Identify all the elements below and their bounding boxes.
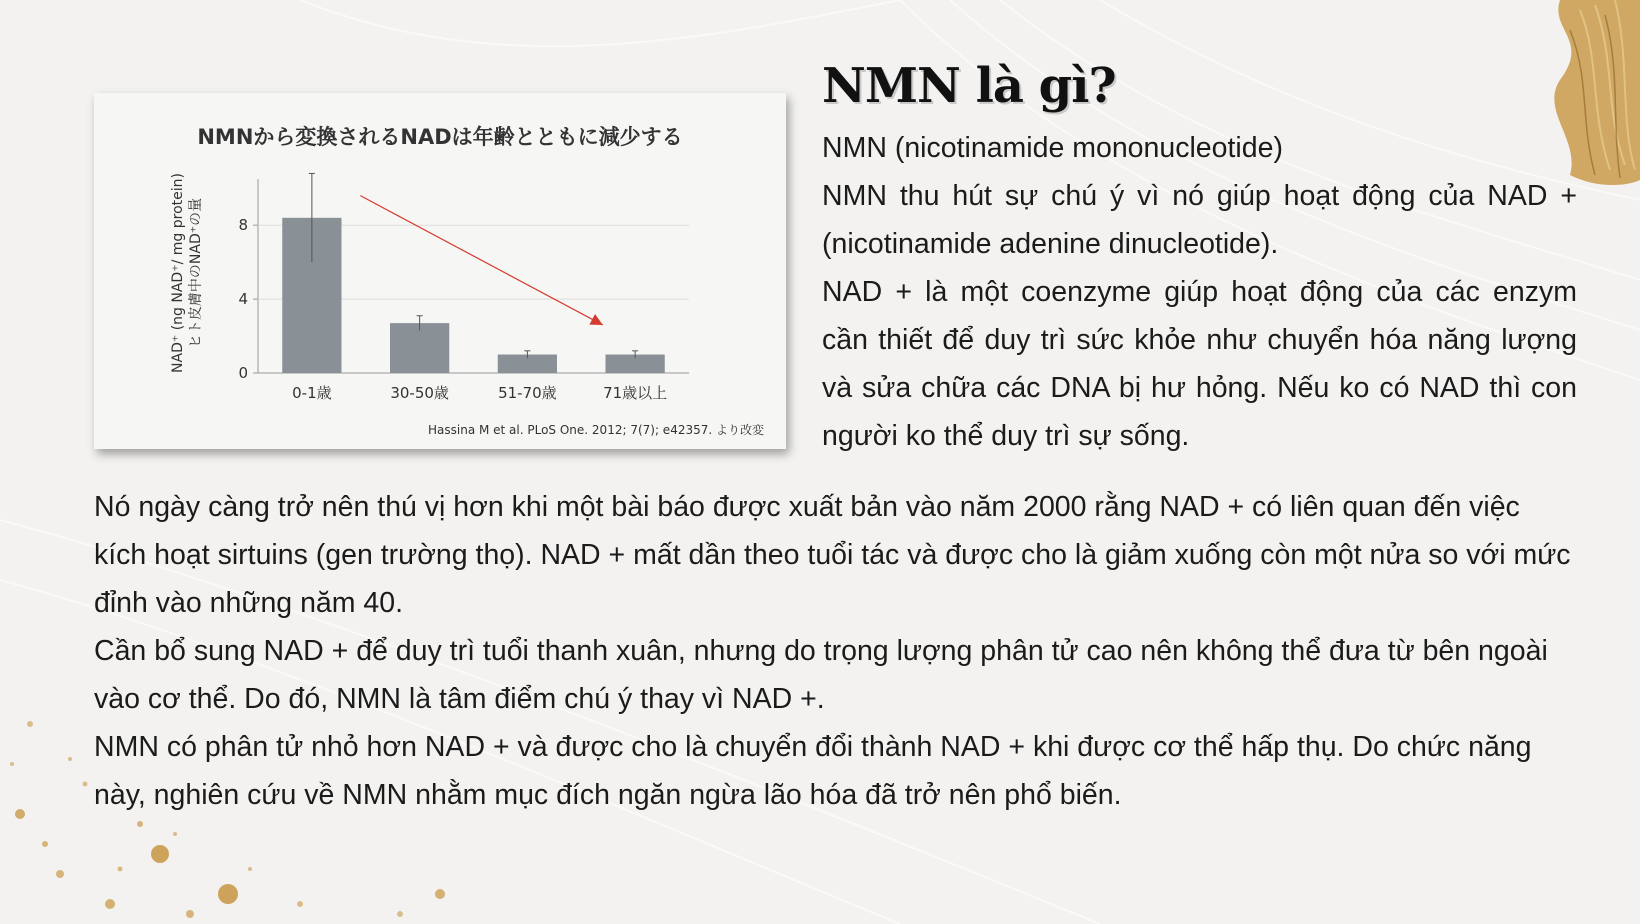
y-axis-label-line-1: NAD⁺ (ng NAD⁺/ mg protein) <box>170 173 186 373</box>
nad-bar-chart <box>94 93 786 449</box>
bar-30-50歳 <box>390 323 449 373</box>
body-paragraph-2: Cần bổ sung NAD + để duy trì tuổi thanh xuân, nhưng do trọng lượng phân tử cao nên không thể đưa từ bên ngoài vào cơ thể. Do đó, NMN là tâm điểm chú ý thay vì NAD +. <box>94 635 1548 715</box>
intro-paragraph-1: NMN (nicotinamide mononucleotide) <box>822 132 1283 164</box>
main-text <box>94 483 1577 819</box>
x-tick-label-51-70歳: 51-70歳 <box>498 384 557 402</box>
intro-paragraph-3: NAD + là một coenzyme giúp hoạt động của các enzym cần thiết để duy trì sức khỏe như chuyển hóa năng lượng và sửa chữa các DNA bị hư hỏng. Nếu ko có NAD thì con người ko thể duy trì sự sống. <box>822 276 1577 452</box>
x-tick-label-71歳以上: 71歳以上 <box>603 384 668 402</box>
body-paragraph-3: NMN có phân tử nhỏ hơn NAD + và được cho là chuyển đổi thành NAD + khi được cơ thể hấp thụ. Do chức năng này, nghiên cứu về NMN nhằm mục đích ngăn ngừa lão hóa đã trở nên phổ biến. <box>94 731 1532 811</box>
y-axis-label-line-2: ヒト皮膚中のNAD⁺の量 <box>188 197 204 349</box>
y-axis-label <box>170 173 204 373</box>
y-tick-label-0: 0 <box>238 364 248 382</box>
intro-text <box>822 124 1577 460</box>
y-tick-label-8: 8 <box>238 216 248 235</box>
chart-title: NMNから変換されるNADは年齢とともに減少する <box>197 125 683 149</box>
x-tick-label-0-1歳: 0-1歳 <box>292 384 332 402</box>
chart-source: Hassina M et al. PLoS One. 2012; 7(7); e42357. より改変 <box>428 423 764 437</box>
x-tick-label-30-50歳: 30-50歳 <box>390 384 449 402</box>
y-tick-label-4: 4 <box>238 290 248 309</box>
body-paragraph-1: Nó ngày càng trở nên thú vị hơn khi một bài báo được xuất bản vào năm 2000 rằng NAD + có liên quan đến việc kích hoạt sirtuins (gen trường thọ). NAD + mất dần theo tuổi tác và được cho là giảm xuống còn một nửa so với mức đỉnh vào những năm 40. <box>94 491 1571 619</box>
chart-card <box>94 93 786 449</box>
page-title: NMN là gì? <box>822 58 1116 114</box>
trend-line <box>360 196 602 325</box>
intro-paragraph-2: NMN thu hút sự chú ý vì nó giúp hoạt động của NAD + (nicotinamide adenine dinucleotide). <box>822 180 1577 260</box>
